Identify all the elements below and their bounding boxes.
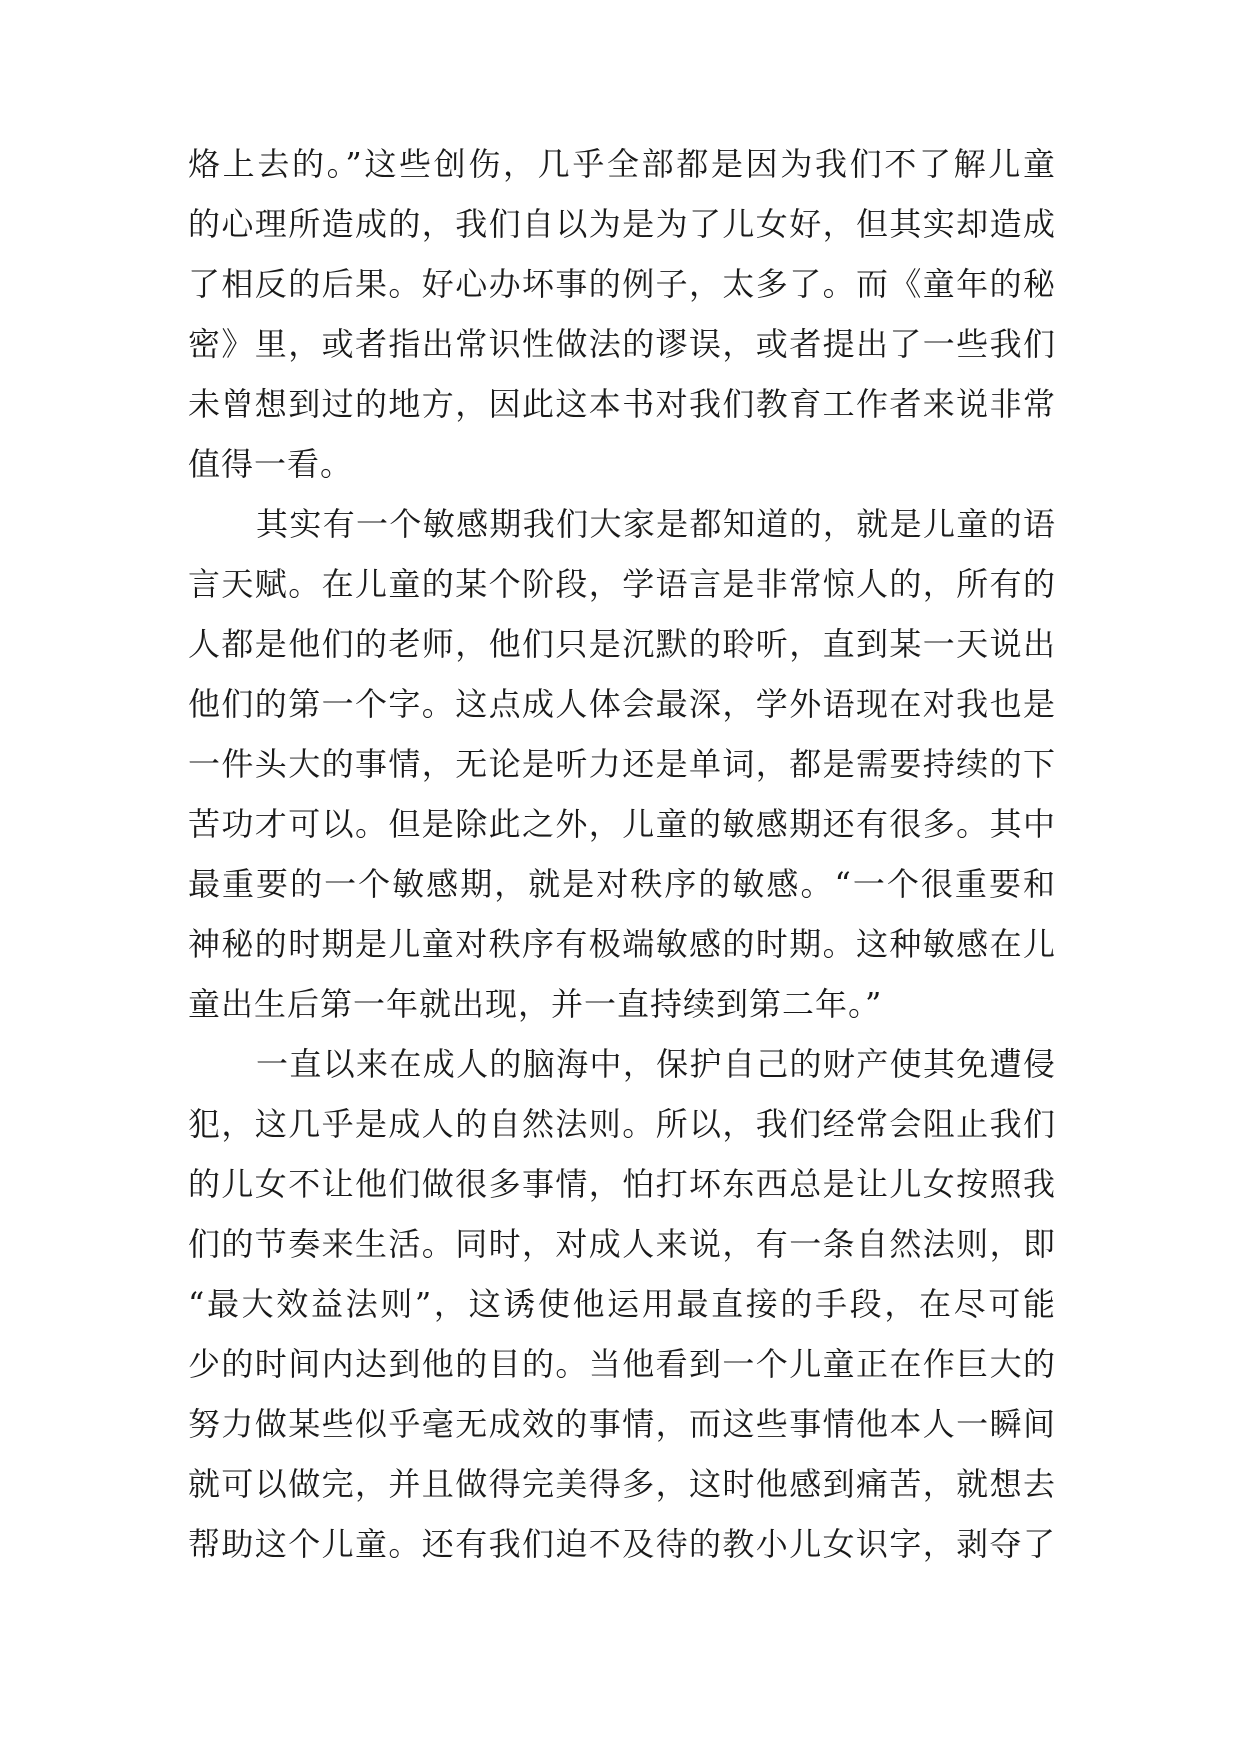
paragraph-1-line-4: 密》里，或者指出常识性做法的谬误，或者提出了一些我们: [188, 325, 1056, 363]
paragraph-2-line-5: 一件头大的事情，无论是听力还是单词，都是需要持续的下: [188, 745, 1056, 783]
paragraph-3-line-8: 就可以做完，并且做得完美得多，这时他感到痛苦，就想去: [188, 1465, 1056, 1503]
paragraph-2-line-8: 神秘的时期是儿童对秩序有极端敏感的时期。这种敏感在儿: [188, 925, 1056, 963]
paragraph-2-line-2: 言天赋。在儿童的某个阶段，学语言是非常惊人的，所有的: [188, 565, 1056, 603]
paragraph-3-line-2: 犯，这几乎是成人的自然法则。所以，我们经常会阻止我们: [188, 1105, 1056, 1143]
paragraph-1-line-1: 烙上去的。”这些创伤，几乎全部都是因为我们不了解儿童: [188, 145, 1056, 183]
body-text: [188, 134, 1056, 1574]
paragraph-3-line-4: 们的节奏来生活。同时，对成人来说，有一条自然法则，即: [188, 1225, 1056, 1263]
paragraph-3-line-1: 一直以来在成人的脑海中，保护自己的财产使其免遭侵: [256, 1045, 1056, 1083]
paragraph-3-line-6: 少的时间内达到他的目的。当他看到一个儿童正在作巨大的: [188, 1345, 1056, 1383]
paragraph-1-line-2: 的心理所造成的，我们自以为是为了儿女好，但其实却造成: [188, 205, 1056, 243]
paragraph-2-line-6: 苦功才可以。但是除此之外，儿童的敏感期还有很多。其中: [188, 805, 1056, 843]
paragraph-1-line-5: 未曾想到过的地方，因此这本书对我们教育工作者来说非常: [188, 385, 1056, 423]
paragraph-2-line-7: 最重要的一个敏感期，就是对秩序的敏感。“一个很重要和: [188, 865, 1056, 903]
paragraph-3-line-7: 努力做某些似乎毫无成效的事情，而这些事情他本人一瞬间: [188, 1405, 1056, 1443]
paragraph-1-line-6: 值得一看。: [188, 445, 354, 483]
paragraph-2-line-4: 他们的第一个字。这点成人体会最深，学外语现在对我也是: [188, 685, 1056, 723]
paragraph-2-line-1: 其实有一个敏感期我们大家是都知道的，就是儿童的语: [256, 505, 1056, 543]
paragraph-3-line-9: 帮助这个儿童。还有我们迫不及待的教小儿女识字，剥夺了: [188, 1525, 1056, 1563]
paragraph-2-line-9: 童出生后第一年就出现，并一直持续到第二年。”: [188, 985, 883, 1023]
paragraph-2-line-3: 人都是他们的老师，他们只是沉默的聆听，直到某一天说出: [188, 625, 1056, 663]
paragraph-1-line-3: 了相反的后果。好心办坏事的例子，太多了。而《童年的秘: [188, 265, 1056, 303]
paragraph-3-line-3: 的儿女不让他们做很多事情，怕打坏东西总是让儿女按照我: [188, 1165, 1056, 1203]
paragraph-3-line-5: “最大效益法则”，这诱使他运用最直接的手段，在尽可能: [188, 1285, 1056, 1323]
